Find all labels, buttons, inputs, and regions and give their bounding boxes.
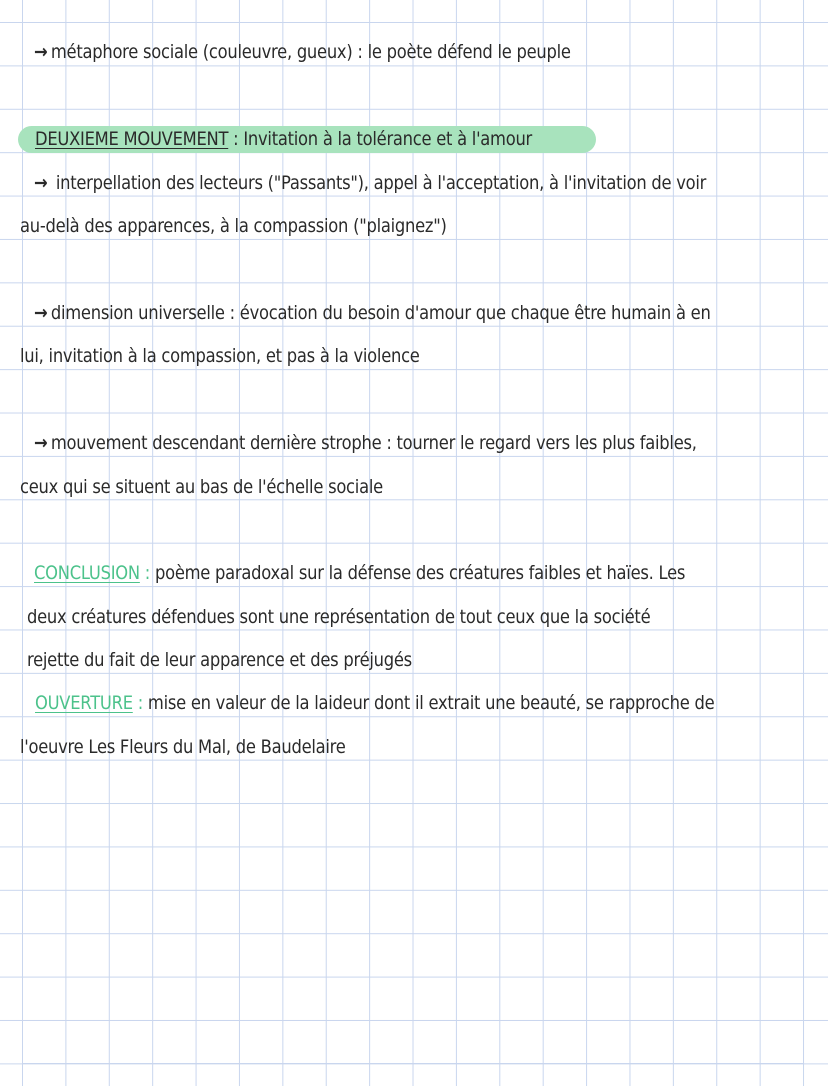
text-line — [34, 39, 571, 65]
point1-line1: interpellation des lecteurs ("Passants"), appel à l'acceptation, à l'invitation de voir — [55, 172, 707, 194]
conclusion-text: poème paradoxal sur la défense des créatures faibles et haïes. Les — [154, 562, 686, 584]
mouvement2-heading — [35, 126, 532, 152]
mouvement2-label: DEUXIEME MOUVEMENT — [35, 128, 229, 150]
arrow-icon: → — [34, 41, 48, 63]
point2-line1: dimension universelle : évocation du besoin d'amour que chaque être humain à en — [50, 302, 711, 324]
conclusion-line1 — [34, 560, 685, 586]
metaphore-text: métaphore sociale (couleuvre, gueux) : le poète défend le peuple — [50, 41, 571, 63]
text-line — [34, 430, 697, 456]
label-separator: : — [132, 692, 148, 714]
text-line — [34, 300, 711, 326]
point3-line2: ceux qui se situent au bas de l'échelle sociale — [20, 476, 383, 498]
arrow-icon: → — [34, 432, 48, 454]
ouverture-text: mise en valeur de la laideur dont il extrait une beauté, se rapproche de — [147, 692, 715, 714]
conclusion-label: CONCLUSION — [34, 562, 140, 584]
mouvement2-title: Invitation à la tolérance et à l'amour — [243, 128, 533, 150]
ouverture-line1 — [35, 690, 714, 716]
point1-line2: au-delà des apparences, à la compassion ("plaignez") — [20, 215, 447, 237]
point3-line1: mouvement descendant dernière strophe : tourner le regard vers les plus faibles, — [50, 432, 697, 454]
heading-separator: : — [228, 128, 244, 150]
ouverture-line2: l'oeuvre Les Fleurs du Mal, de Baudelaire — [20, 736, 346, 758]
arrow-icon: → — [34, 302, 48, 324]
label-separator: : — [139, 562, 155, 584]
ouverture-label: OUVERTURE — [35, 692, 133, 714]
arrow-icon: → — [34, 172, 48, 194]
conclusion-line3: rejette du fait de leur apparence et des préjugés — [27, 649, 412, 671]
point2-line2: lui, invitation à la compassion, et pas à la violence — [20, 345, 420, 367]
conclusion-line2: deux créatures défendues sont une représentation de tout ceux que la société — [27, 606, 651, 628]
text-line — [34, 170, 706, 196]
